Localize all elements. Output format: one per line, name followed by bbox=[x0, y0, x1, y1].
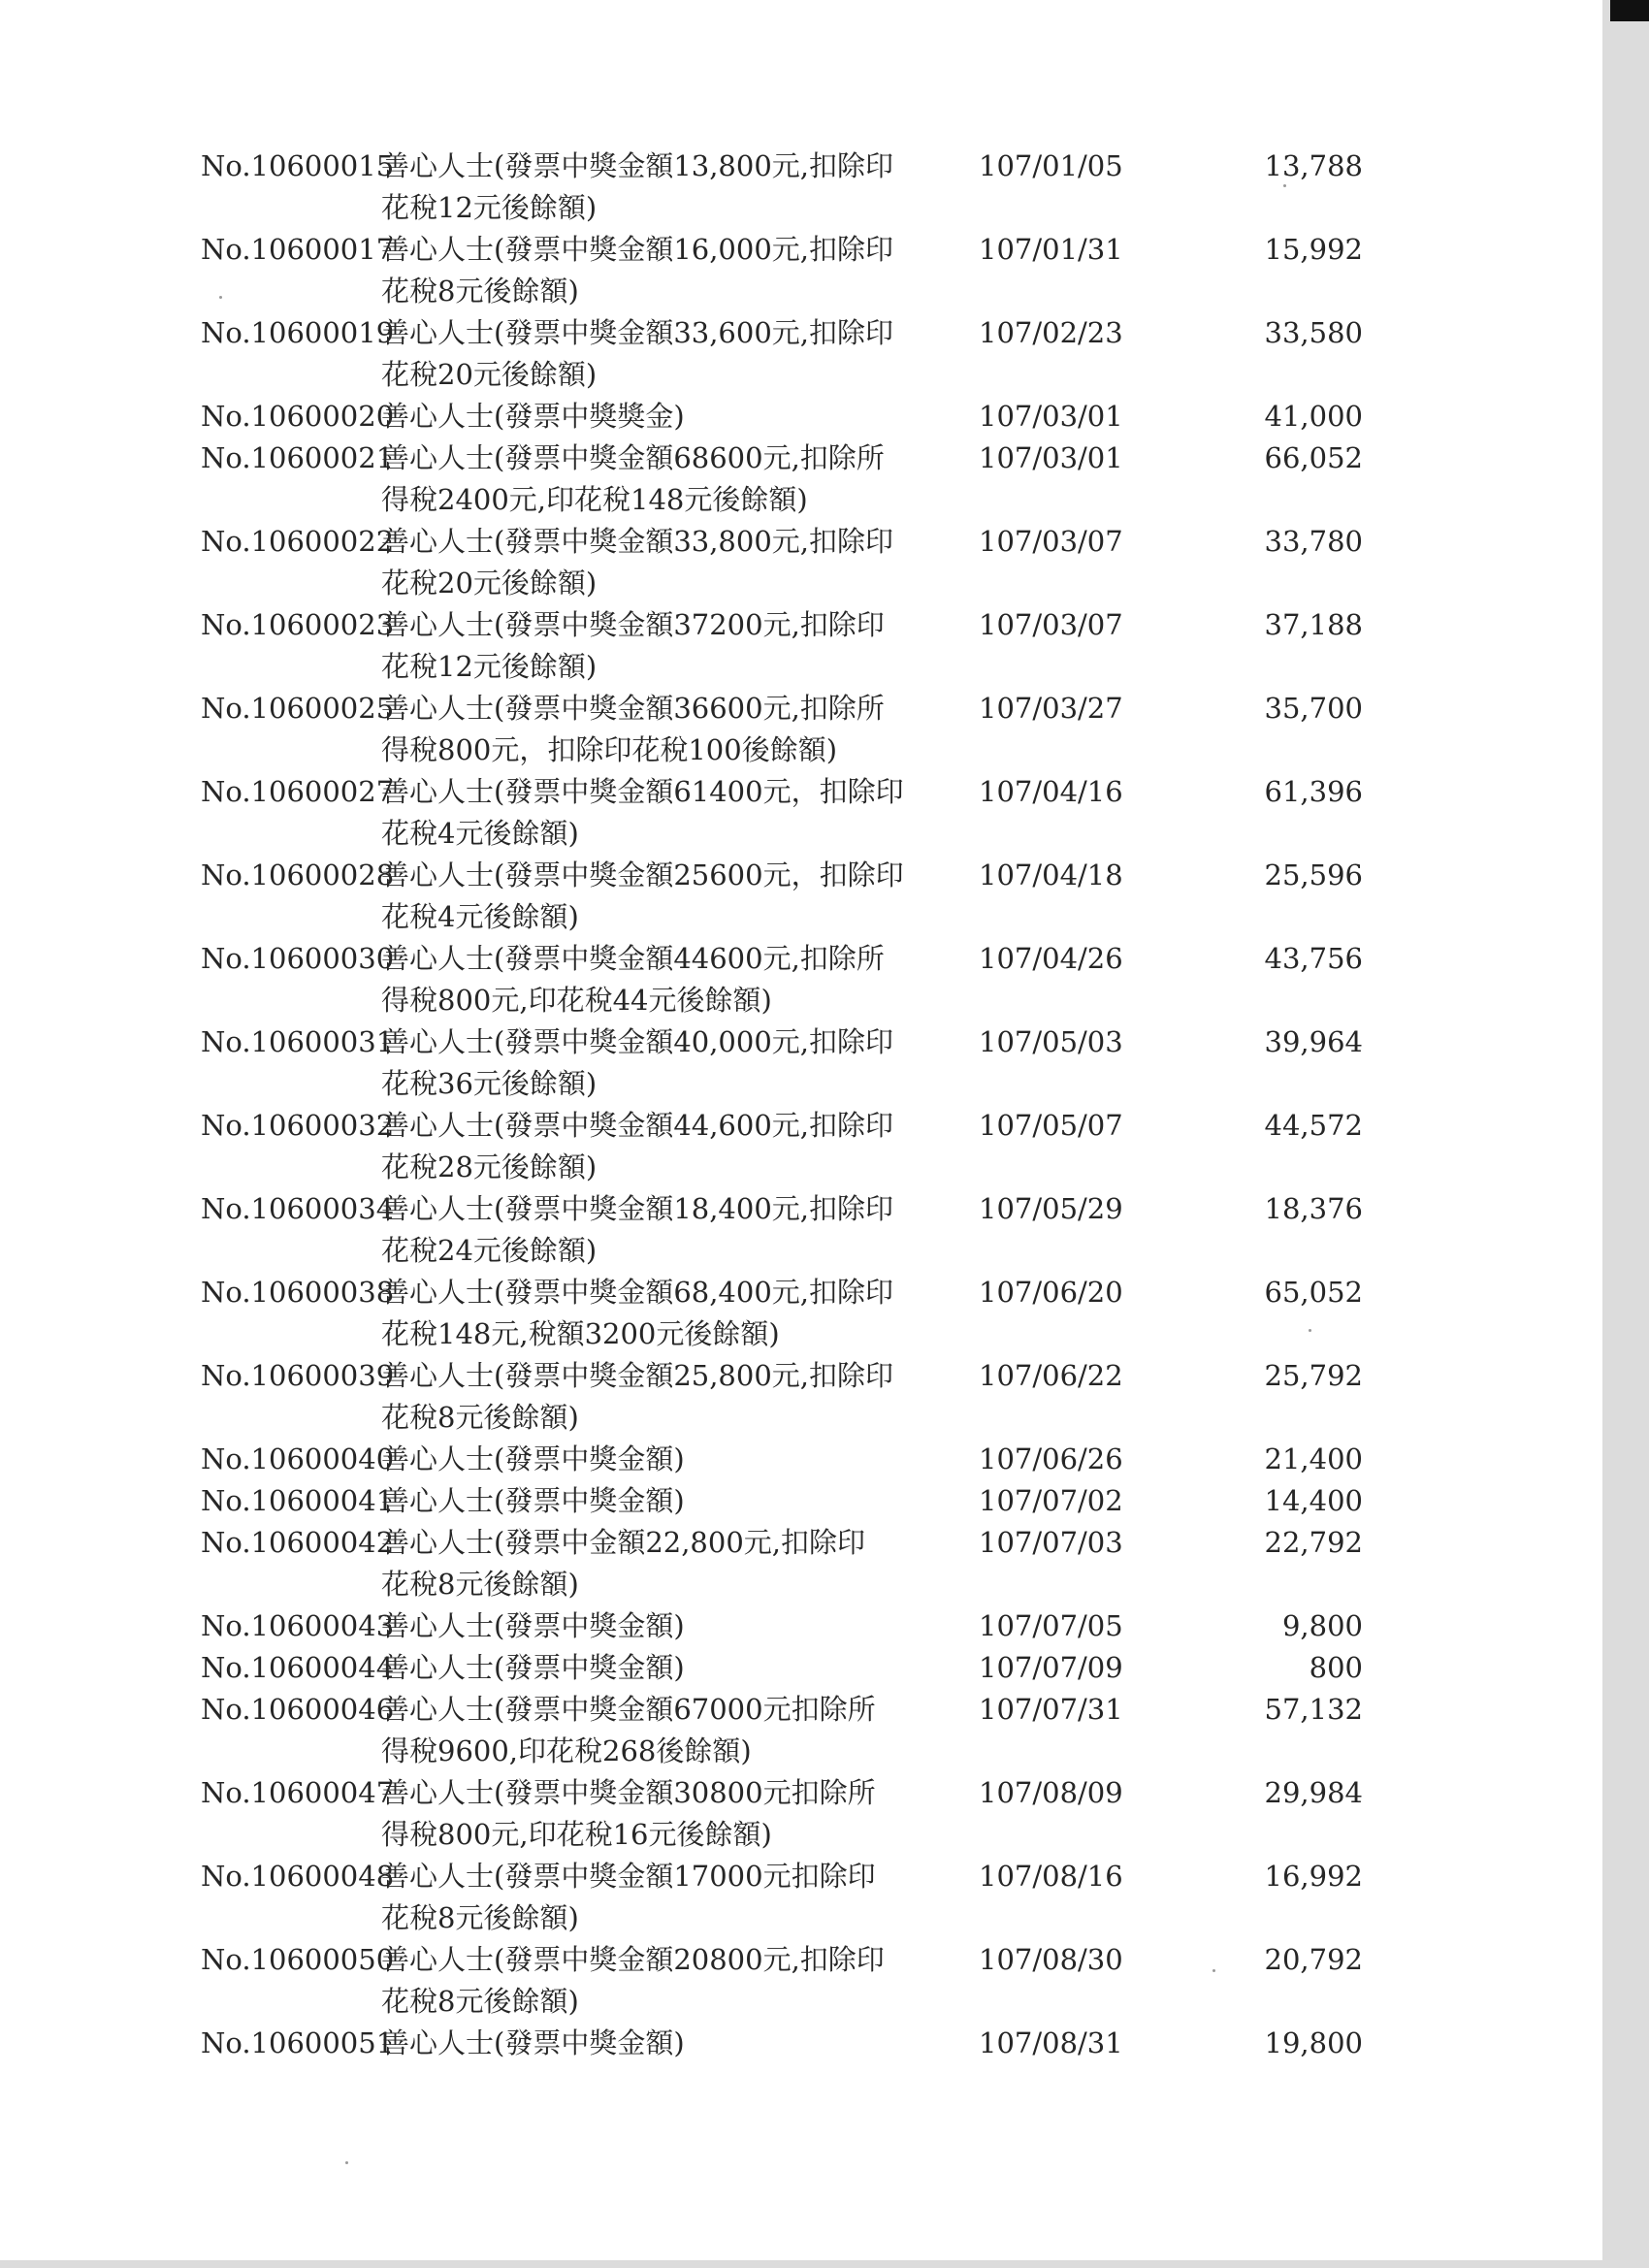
entry-description: 善心人士(發票中獎金額25600元，扣除印 花稅4元後餘額) bbox=[381, 859, 904, 933]
entry-amount: 33,780 bbox=[1264, 525, 1363, 558]
ledger-row bbox=[201, 1939, 1384, 2023]
scan-speck bbox=[345, 2161, 348, 2164]
entry-description: 善心人士(發票中獎金額16,000元,扣除印 花稅8元後餘額) bbox=[381, 233, 894, 308]
entry-number: No.10600034 bbox=[201, 1192, 395, 1225]
ledger-row bbox=[201, 855, 1384, 938]
entry-amount: 37,188 bbox=[1264, 608, 1363, 641]
ledger-row bbox=[201, 1188, 1384, 1272]
entry-amount: 25,792 bbox=[1264, 1359, 1363, 1392]
entry-number: No.10600051 bbox=[201, 2026, 395, 2059]
entry-amount: 43,756 bbox=[1264, 942, 1363, 975]
entry-description: 善心人士(發票中獎金額30800元扣除所 得稅800元,印花稅16元後餘額) bbox=[381, 1776, 876, 1851]
ledger-row bbox=[201, 521, 1384, 604]
entry-number: No.10600038 bbox=[201, 1276, 395, 1309]
entry-description: 善心人士(發票中獎獎金) bbox=[381, 400, 685, 433]
entry-date: 107/05/03 bbox=[979, 1025, 1123, 1058]
entry-amount: 41,000 bbox=[1264, 400, 1363, 433]
entry-description: 善心人士(發票中獎金額33,800元,扣除印 花稅20元後餘額) bbox=[381, 525, 894, 599]
entry-description: 善心人士(發票中獎金額67000元扣除所 得稅9600,印花稅268後餘額) bbox=[381, 1693, 876, 1767]
entry-number: No.10600028 bbox=[201, 859, 395, 891]
entry-amount: 21,400 bbox=[1264, 1442, 1363, 1475]
scan-corner-mark bbox=[1610, 0, 1649, 21]
entry-description: 善心人士(發票中獎金額20800元,扣除印 花稅8元後餘額) bbox=[381, 1943, 885, 2018]
ledger-row bbox=[201, 604, 1384, 688]
entry-description: 善心人士(發票中金額22,800元,扣除印 花稅8元後餘額) bbox=[381, 1526, 866, 1601]
entry-amount: 39,964 bbox=[1264, 1025, 1363, 1058]
ledger-row bbox=[201, 1772, 1384, 1856]
entry-description: 善心人士(發票中獎金額) bbox=[381, 1484, 685, 1517]
entry-date: 107/05/07 bbox=[979, 1109, 1123, 1142]
entry-number: No.10600043 bbox=[201, 1609, 395, 1642]
entry-date: 107/06/26 bbox=[979, 1442, 1123, 1475]
entry-description: 善心人士(發票中獎金額44,600元,扣除印 花稅28元後餘額) bbox=[381, 1109, 894, 1183]
entry-amount: 66,052 bbox=[1264, 441, 1363, 474]
ledger-row bbox=[201, 688, 1384, 771]
entry-amount: 18,376 bbox=[1264, 1192, 1363, 1225]
entry-date: 107/02/23 bbox=[979, 316, 1123, 349]
entry-number: No.10600047 bbox=[201, 1776, 395, 1809]
entry-date: 107/03/01 bbox=[979, 400, 1123, 433]
entry-amount: 22,792 bbox=[1264, 1526, 1363, 1559]
ledger-row bbox=[201, 1522, 1384, 1605]
ledger-row bbox=[201, 1272, 1384, 1355]
entry-description: 善心人士(發票中獎金額) bbox=[381, 1609, 685, 1642]
entry-amount: 13,788 bbox=[1264, 149, 1363, 182]
entry-description: 善心人士(發票中獎金額68600元,扣除所 得稅2400元,印花稅148元後餘額) bbox=[381, 441, 885, 516]
entry-number: No.10600027 bbox=[201, 775, 395, 808]
entry-number: No.10600041 bbox=[201, 1484, 395, 1517]
entry-amount: 33,580 bbox=[1264, 316, 1363, 349]
ledger-row bbox=[201, 1605, 1384, 1647]
entry-number: No.10600042 bbox=[201, 1526, 395, 1559]
ledger-row bbox=[201, 437, 1384, 521]
ledger-row bbox=[201, 1105, 1384, 1188]
entry-amount: 9,800 bbox=[1281, 1609, 1363, 1642]
entry-number: No.10600025 bbox=[201, 692, 395, 725]
entry-number: No.10600020 bbox=[201, 400, 395, 433]
entry-amount: 29,984 bbox=[1264, 1776, 1363, 1809]
entry-number: No.10600050 bbox=[201, 1943, 395, 1976]
entry-date: 107/08/30 bbox=[979, 1943, 1123, 1976]
entry-date: 107/03/01 bbox=[979, 441, 1123, 474]
entry-amount: 57,132 bbox=[1264, 1693, 1363, 1726]
entry-date: 107/06/20 bbox=[979, 1276, 1123, 1309]
ledger-row bbox=[201, 1689, 1384, 1772]
entry-amount: 25,596 bbox=[1264, 859, 1363, 891]
entry-date: 107/07/31 bbox=[979, 1693, 1123, 1726]
entry-description: 善心人士(發票中獎金額40,000元,扣除印 花稅36元後餘額) bbox=[381, 1025, 894, 1100]
entry-date: 107/03/07 bbox=[979, 608, 1123, 641]
scan-edge-bottom bbox=[0, 2260, 1649, 2268]
entry-number: No.10600039 bbox=[201, 1359, 395, 1392]
ledger-row bbox=[201, 2023, 1384, 2064]
entry-date: 107/03/07 bbox=[979, 525, 1123, 558]
entry-number: No.10600032 bbox=[201, 1109, 395, 1142]
entry-description: 善心人士(發票中獎金額25,800元,扣除印 花稅8元後餘額) bbox=[381, 1359, 894, 1434]
entry-description: 善心人士(發票中獎金額61400元，扣除印 花稅4元後餘額) bbox=[381, 775, 904, 850]
entry-number: No.10600048 bbox=[201, 1860, 395, 1893]
entry-description: 善心人士(發票中獎金額17000元扣除印 花稅8元後餘額) bbox=[381, 1860, 876, 1934]
ledger-row bbox=[201, 1439, 1384, 1480]
entry-number: No.10600023 bbox=[201, 608, 395, 641]
entry-date: 107/03/27 bbox=[979, 692, 1123, 725]
entry-description: 善心人士(發票中獎金額44600元,扣除所 得稅800元,印花稅44元後餘額) bbox=[381, 942, 885, 1017]
entry-amount: 19,800 bbox=[1264, 2026, 1363, 2059]
entry-amount: 61,396 bbox=[1264, 775, 1363, 808]
entry-amount: 44,572 bbox=[1264, 1109, 1363, 1142]
entry-number: No.10600031 bbox=[201, 1025, 395, 1058]
entry-description: 善心人士(發票中獎金額37200元,扣除印 花稅12元後餘額) bbox=[381, 608, 885, 683]
ledger-row bbox=[201, 1480, 1384, 1522]
entry-date: 107/01/05 bbox=[979, 149, 1123, 182]
entry-description: 善心人士(發票中獎金額) bbox=[381, 2026, 685, 2059]
ledger-row bbox=[201, 312, 1384, 396]
ledger-row bbox=[201, 1856, 1384, 1939]
entry-number: No.10600017 bbox=[201, 233, 395, 266]
entry-date: 107/05/29 bbox=[979, 1192, 1123, 1225]
entry-date: 107/08/09 bbox=[979, 1776, 1123, 1809]
ledger-row bbox=[201, 1647, 1384, 1689]
entry-description: 善心人士(發票中獎金額68,400元,扣除印 花稅148元,稅額3200元後餘額) bbox=[381, 1276, 894, 1350]
entry-number: No.10600022 bbox=[201, 525, 395, 558]
scan-edge-right bbox=[1602, 0, 1649, 2268]
entry-date: 107/07/09 bbox=[979, 1651, 1123, 1684]
donation-ledger bbox=[201, 146, 1384, 2064]
entry-number: No.10600021 bbox=[201, 441, 395, 474]
entry-date: 107/04/26 bbox=[979, 942, 1123, 975]
entry-date: 107/01/31 bbox=[979, 233, 1123, 266]
entry-date: 107/08/31 bbox=[979, 2026, 1123, 2059]
entry-date: 107/07/03 bbox=[979, 1526, 1123, 1559]
ledger-row bbox=[201, 938, 1384, 1021]
ledger-row bbox=[201, 771, 1384, 855]
entry-amount: 65,052 bbox=[1264, 1276, 1363, 1309]
entry-number: No.10600044 bbox=[201, 1651, 395, 1684]
ledger-row bbox=[201, 396, 1384, 437]
entry-date: 107/07/02 bbox=[979, 1484, 1123, 1517]
entry-date: 107/06/22 bbox=[979, 1359, 1123, 1392]
entry-description: 善心人士(發票中獎金額33,600元,扣除印 花稅20元後餘額) bbox=[381, 316, 894, 391]
ledger-row bbox=[201, 146, 1384, 229]
entry-number: No.10600015 bbox=[201, 149, 395, 182]
entry-date: 107/08/16 bbox=[979, 1860, 1123, 1893]
entry-description: 善心人士(發票中獎金額18,400元,扣除印 花稅24元後餘額) bbox=[381, 1192, 894, 1267]
entry-description: 善心人士(發票中獎金額36600元,扣除所 得稅800元，扣除印花稅100後餘額) bbox=[381, 692, 885, 766]
entry-number: No.10600040 bbox=[201, 1442, 395, 1475]
entry-date: 107/04/18 bbox=[979, 859, 1123, 891]
entry-number: No.10600030 bbox=[201, 942, 395, 975]
ledger-row bbox=[201, 1021, 1384, 1105]
ledger-row bbox=[201, 229, 1384, 312]
ledger-row bbox=[201, 1355, 1384, 1439]
entry-amount: 16,992 bbox=[1264, 1860, 1363, 1893]
entry-amount: 15,992 bbox=[1264, 233, 1363, 266]
entry-description: 善心人士(發票中獎金額) bbox=[381, 1442, 685, 1475]
entry-amount: 800 bbox=[1309, 1651, 1363, 1684]
entry-amount: 14,400 bbox=[1264, 1484, 1363, 1517]
entry-amount: 35,700 bbox=[1264, 692, 1363, 725]
entry-description: 善心人士(發票中獎金額) bbox=[381, 1651, 685, 1684]
entry-amount: 20,792 bbox=[1264, 1943, 1363, 1976]
entry-date: 107/07/05 bbox=[979, 1609, 1123, 1642]
entry-number: No.10600019 bbox=[201, 316, 395, 349]
entry-date: 107/04/16 bbox=[979, 775, 1123, 808]
entry-description: 善心人士(發票中獎金額13,800元,扣除印 花稅12元後餘額) bbox=[381, 149, 894, 224]
entry-number: No.10600046 bbox=[201, 1693, 395, 1726]
